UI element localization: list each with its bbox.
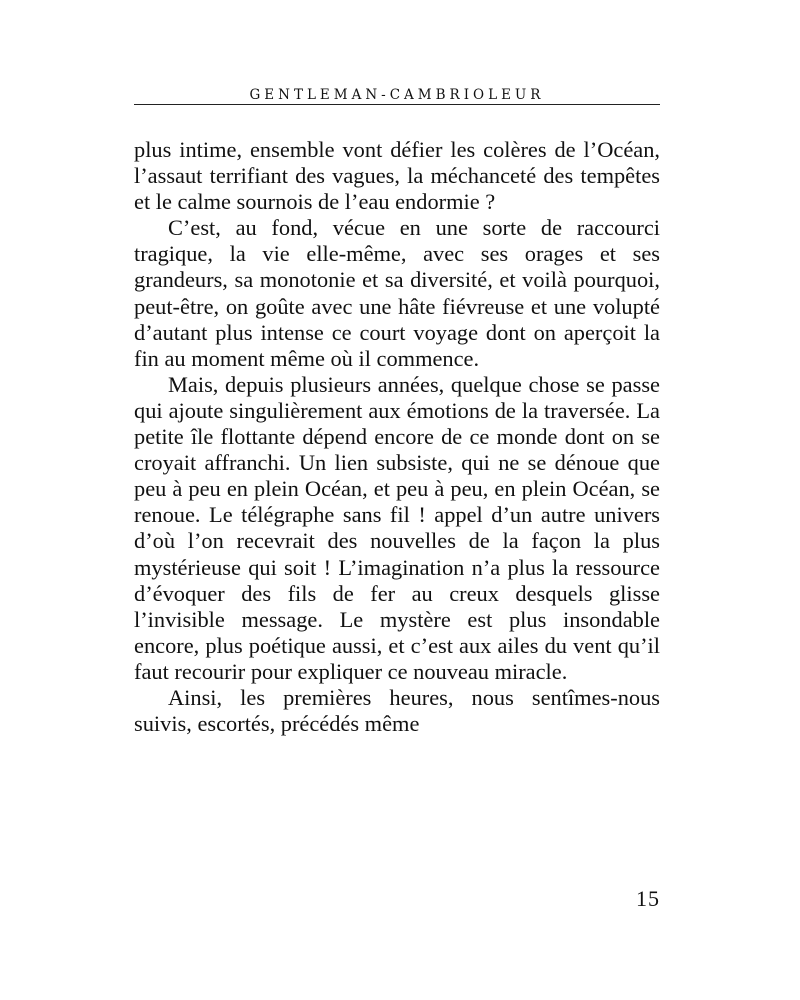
- body-text: [134, 137, 660, 737]
- paragraph: Mais, depuis plusieurs années, quelque chose se passe qui ajoute singulièrement aux émotions de la traversée. La petite île flottante dépend encore de ce monde dont on se croyait affranchi. Un lien subsiste, qui ne se dénoue que peu à peu en plein Océan, et peu à peu, en plein Océan, se renoue. Le télégraphe sans fil ! appel d’un autre univers d’où l’on recevrait des nouvelles de la façon la plus mystérieuse qui soit ! L’imagination n’a plus la ressource d’évoquer des fils de fer au creux desquels glisse l’invisible message. Le mystère est plus insondable encore, plus poétique aussi, et c’est aux ailes du vent qu’il faut recourir pour expliquer ce nouveau miracle.: [134, 371, 660, 684]
- page-number: 15: [636, 886, 660, 911]
- header-rule: [134, 104, 660, 105]
- running-head-title: GENTLEMAN-CAMBRIOLEUR: [249, 87, 545, 103]
- paragraph: C’est, au fond, vécue en une sorte de raccourci tragique, la vie elle-même, avec ses orages et ses grandeurs, sa monotonie et sa diversité, et voilà pourquoi, peut-être, on goûte avec une hâte fiévreuse et une volupté d’autant plus intense ce court voyage dont on aperçoit la fin au moment même où il commence.: [134, 215, 660, 371]
- paragraph-continued: plus intime, ensemble vont défier les colères de l’Océan, l’assaut terrifiant des vagues, la méchanceté des tempêtes et le calme sournois de l’eau endormie ?: [134, 137, 660, 215]
- paragraph: Ainsi, les premières heures, nous sentîmes-nous suivis, escortés, précédés même: [134, 684, 660, 737]
